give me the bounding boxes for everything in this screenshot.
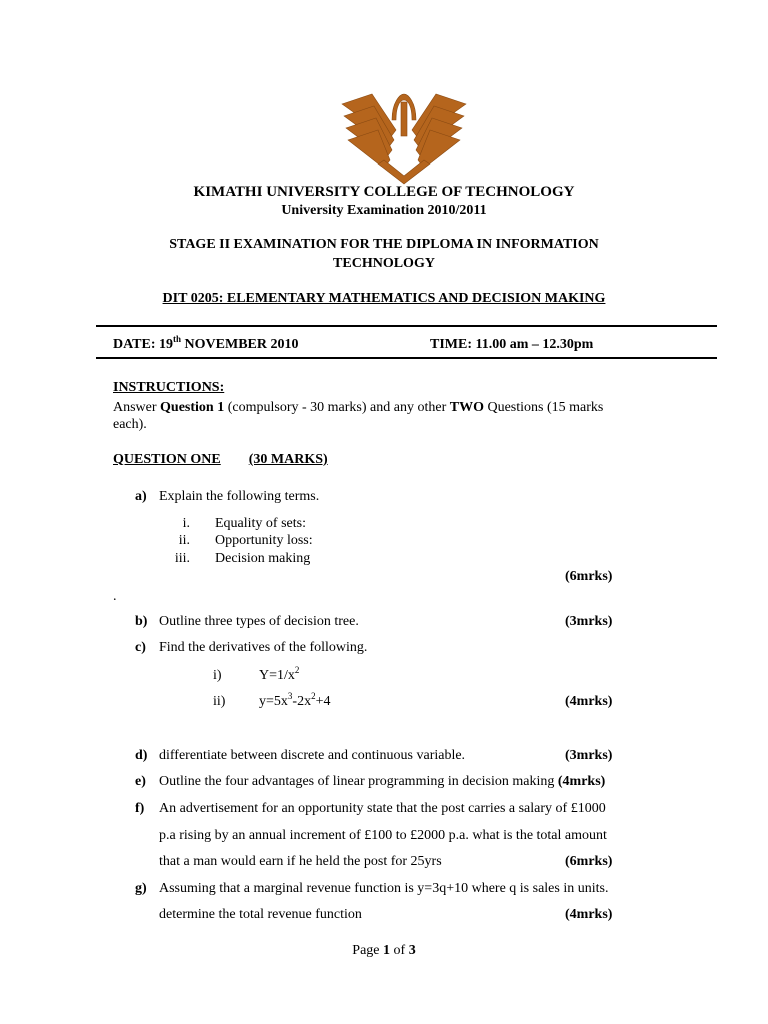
qc-marks: (4mrks) xyxy=(565,694,613,709)
qg-line1: Assuming that a marginal revenue function is y=3q+10 where q is sales in units. xyxy=(159,881,609,896)
qa-marks: (6mrks) xyxy=(565,569,613,584)
exam-session: University Examination 2010/2011 xyxy=(281,203,487,218)
qf-line2: p.a rising by an annual increment of £100 to £2000 p.a. what is the total amount xyxy=(159,828,607,843)
qf-line3: that a man would earn if he held the post for 25yrs xyxy=(159,854,442,869)
qb-marks: (3mrks) xyxy=(565,614,613,629)
qa-item-text: Opportunity loss: xyxy=(215,533,313,548)
qe-label: e) xyxy=(135,774,146,789)
qa-label: a) xyxy=(135,489,147,504)
qg-line2: determine the total revenue function xyxy=(159,907,362,922)
qb-text: Outline three types of decision tree. xyxy=(159,614,359,629)
qb-label: b) xyxy=(135,614,148,629)
stray-mark: . xyxy=(113,589,117,604)
instructions-line1: Answer Question 1 (compulsory - 30 marks) and any other TWO Questions (15 marks xyxy=(113,400,604,415)
qc-ii-num: ii) xyxy=(213,694,226,709)
qc-text: Find the derivatives of the following. xyxy=(159,640,368,655)
qa-item-num: iii. xyxy=(174,551,190,566)
qa-item-num: ii. xyxy=(178,533,190,548)
university-logo xyxy=(338,90,470,186)
qg-marks: (4mrks) xyxy=(565,907,613,922)
qa-text: Explain the following terms. xyxy=(159,489,320,504)
qf-label: f) xyxy=(135,801,145,816)
question-one-heading: QUESTION ONE (30 MARKS) xyxy=(113,452,328,467)
exam-time: TIME: 11.00 am – 12.30pm xyxy=(430,337,594,352)
qa-item-num: i. xyxy=(182,516,190,531)
institution-name: KIMATHI UNIVERSITY COLLEGE OF TECHNOLOGY xyxy=(193,184,575,200)
instructions-heading: INSTRUCTIONS: xyxy=(113,380,225,395)
exam-date: DATE: 19th NOVEMBER 2010 xyxy=(113,334,299,352)
qc-i-num: i) xyxy=(213,668,222,683)
instructions-line2: each). xyxy=(113,417,147,432)
qc-label: c) xyxy=(135,640,146,655)
course-title: DIT 0205: ELEMENTARY MATHEMATICS AND DECISION MAKING xyxy=(162,291,606,306)
page-number: Page 1 of 3 xyxy=(352,943,416,958)
qd-text: differentiate between discrete and continuous variable. xyxy=(159,748,466,763)
qa-item-text: Equality of sets: xyxy=(215,516,306,531)
qd-label: d) xyxy=(135,748,148,763)
divider-bottom xyxy=(96,357,717,359)
exam-title-line1: STAGE II EXAMINATION FOR THE DIPLOMA IN INFORMATION xyxy=(169,237,599,252)
qf-line1: An advertisement for an opportunity state that the post carries a salary of £1000 xyxy=(159,801,606,816)
qd-marks: (3mrks) xyxy=(565,748,613,763)
qe-text: Outline the four advantages of linear programming in decision making (4mrks) xyxy=(159,774,606,789)
divider-top xyxy=(96,325,717,327)
qc-i-expr: $Y=1/x^2$ xyxy=(259,665,300,683)
exam-title-line2: TECHNOLOGY xyxy=(333,256,435,271)
qf-marks: (6mrks) xyxy=(565,854,613,869)
qg-label: g) xyxy=(135,881,147,896)
qa-item-text: Decision making xyxy=(215,551,311,566)
qc-ii-expr: $y=5x^3-2x^2+4$ xyxy=(259,691,331,709)
